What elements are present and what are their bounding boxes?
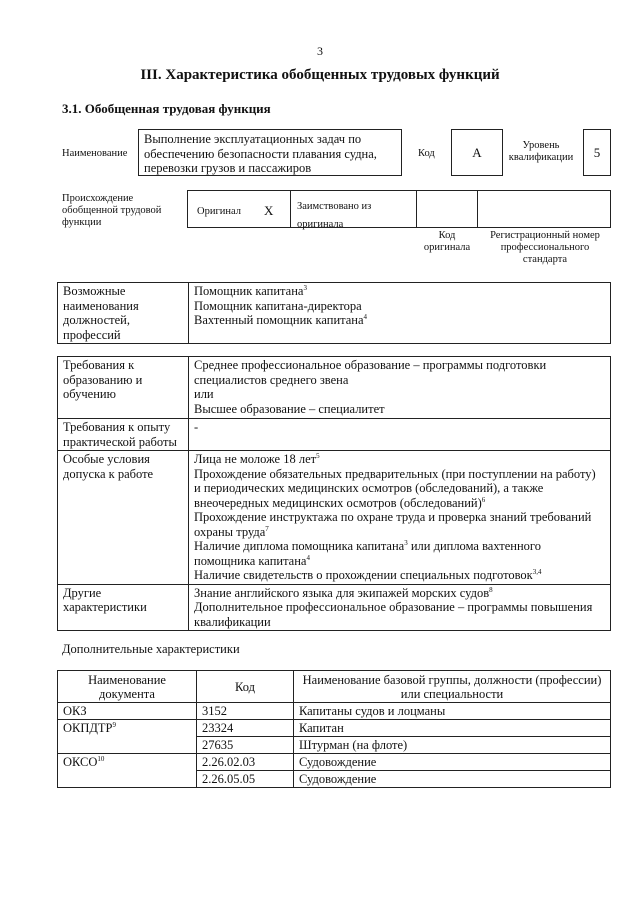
section-title: III. Характеристика обобщенных трудовых функций	[140, 67, 500, 83]
education-label: Требования к образованию и обучению	[58, 357, 189, 419]
row-code: 3152	[197, 703, 294, 720]
level-box	[583, 129, 611, 176]
row-doc: ОКПДТР$^9$	[58, 720, 197, 754]
experience-label: Требования к опыту практической работы	[58, 419, 189, 451]
original-cell	[187, 190, 291, 228]
row-code: 2.26.02.03	[197, 754, 294, 771]
code-box	[451, 129, 503, 176]
positions-list	[189, 283, 611, 344]
row-name: Капитан	[294, 720, 611, 737]
col-name: Наименование базовой группы, должности (профессии) или специальности	[294, 671, 611, 703]
code-original-cell	[416, 190, 478, 228]
row-name: Судовождение	[294, 754, 611, 771]
special-conditions-value	[189, 451, 611, 585]
condition-item: Наличие свидетельств о прохождении специальных подготовок$^{3,4}$	[194, 567, 542, 582]
level-label: Уровень квалификации	[508, 140, 574, 163]
other-value	[189, 584, 611, 631]
row-doc: ОКЗ	[58, 703, 197, 720]
function-name-box	[138, 129, 402, 176]
row-code: 27635	[197, 737, 294, 754]
function-name: Выполнение эксплуатационных задач по обеспечению безопасности плавания судна, перевозки грузов и пассажиров	[144, 132, 377, 175]
row-doc: ОКСО$^{10}$	[58, 754, 197, 788]
name-label: Наименование	[62, 148, 128, 159]
origin-label: Происхождение обобщенной трудовой функции	[62, 193, 162, 228]
other-label: Другие характеристики	[58, 584, 189, 631]
condition-item: Лица не моложе 18 лет$^5$	[194, 451, 320, 466]
row-name: Штурман (на флоте)	[294, 737, 611, 754]
reg-number-label: Регистрационный номер профессионального стандарта	[490, 230, 600, 265]
page-number: 3	[317, 44, 323, 58]
row-name: Судовождение	[294, 771, 611, 788]
other-item: Дополнительное профессиональное образование – программы повышения квалификации	[194, 600, 593, 629]
col-document: Наименование документа	[58, 671, 197, 703]
code-value: A	[472, 145, 482, 160]
positions-label: Возможные наименования должностей, профессий	[58, 283, 189, 344]
level-value: 5	[593, 145, 601, 160]
additional-table	[57, 670, 611, 788]
position-item: Вахтенный помощник капитана$^4$	[194, 312, 368, 327]
original-mark: X	[264, 203, 274, 218]
original-label: Оригинал	[197, 206, 241, 217]
position-item: Помощник капитана$^3$	[194, 283, 307, 298]
code-original-label: Код оригинала	[423, 230, 471, 253]
education-value: Среднее профессиональное образование – программы подготовки специалистов среднего звена или Высшее образование – специалитет	[189, 357, 611, 419]
requirements-table	[57, 356, 611, 631]
col-code: Код	[197, 671, 294, 703]
other-item: Знание английского языка для экипажей морских судов$^8$	[194, 585, 493, 600]
experience-value: -	[189, 419, 611, 451]
table-row	[58, 703, 611, 720]
condition-item: Прохождение инструктажа по охране труда и проверка знаний требований охраны труда$^7$	[194, 510, 592, 539]
subsection-title: 3.1. Обобщенная трудовая функция	[62, 101, 271, 116]
special-conditions-label: Особые условия допуска к работе	[58, 451, 189, 585]
condition-item: Прохождение обязательных предварительных (при поступлении на работу) и периодических медицинских осмотров (обследований), а также внеочередных медицинских осмотров (обследований)$^6$	[194, 466, 596, 510]
row-name: Капитаны судов и лоцманы	[294, 703, 611, 720]
borrowed-label: Заимствовано из оригинала	[297, 201, 372, 230]
positions-table	[57, 282, 611, 344]
condition-item: Наличие диплома помощника капитана$^3$ или диплома вахтенного помощника капитана$^4$	[194, 538, 542, 568]
table-row	[58, 754, 611, 771]
position-item: Помощник капитана-директора	[194, 298, 362, 313]
additional-title: Дополнительные характеристики	[62, 642, 240, 656]
table-row	[58, 720, 611, 737]
borrowed-cell	[290, 190, 417, 228]
row-code: 23324	[197, 720, 294, 737]
reg-number-cell	[477, 190, 611, 228]
row-code: 2.26.05.05	[197, 771, 294, 788]
code-label: Код	[418, 148, 435, 159]
